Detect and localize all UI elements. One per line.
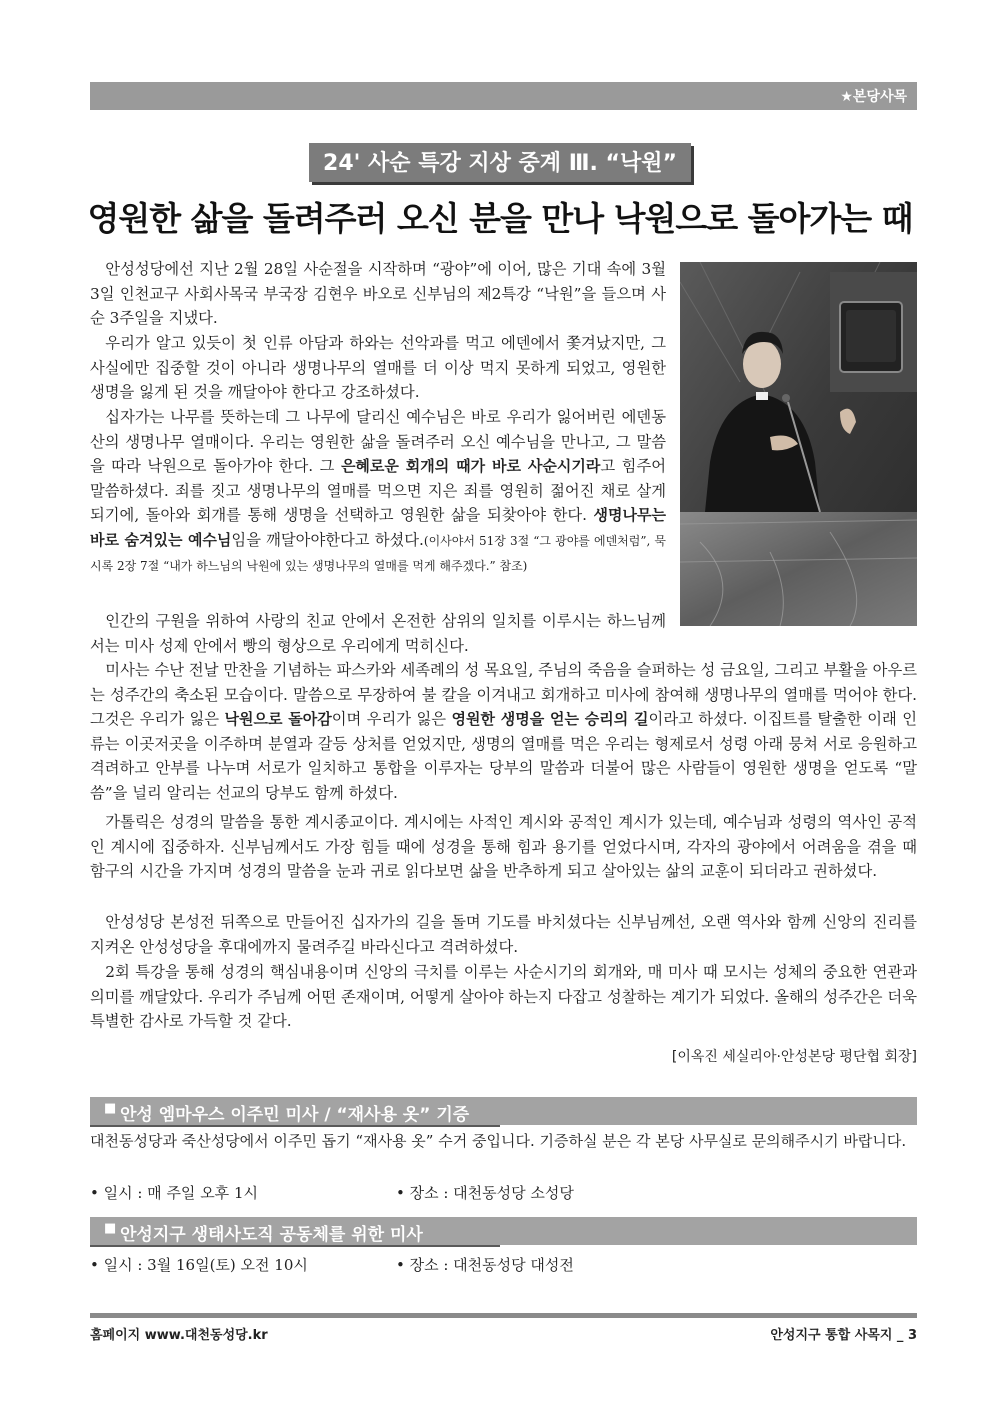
article-kicker: 24' 사순 특강 지상 중계 Ⅲ. “낙원”	[309, 143, 691, 182]
notice-2-where: • 장소 : 대천동성당 대성전	[396, 1256, 574, 1274]
p3-emphasis-2: 생명나무는 바로 숨겨있는 예수님	[90, 506, 666, 549]
article-paragraph-6	[90, 810, 917, 884]
section-label: ★본당사목	[840, 89, 907, 105]
section-header-bar	[90, 82, 917, 110]
p3-text-e: 임을 깨달아야한다고 하셨다.	[231, 530, 424, 549]
p1-text: 안성성당에선 지난 2월 28일 사순절을 시작하며 “광야”에 이어, 많은 기대 속에 3월 3일 인천교구 사회사목국 부국장 김현우 바오로 신부님의 제2특강 “낙원”을 들으며 사순 3주일을 지냈다.	[90, 260, 666, 327]
notice-2-when: • 일시 : 3월 16일(토) 오전 10시	[90, 1256, 308, 1274]
p8-text: 2회 특강을 통해 성경의 핵심내용이며 신앙의 극치를 이루는 사순시기의 회개와, 매 미사 때 모시는 성체의 중요한 연관과 의미를 깨달았다. 우리가 주님께 어떤 존재이며, 어떻게 살아야 하는지 다잡고 성찰하는 계기가 되었다. 올해의 성주간은 더욱 특별한 감사로 가득할 것 같다.	[90, 963, 917, 1030]
p5-emphasis-1: 낙원으로 돌아감	[224, 710, 332, 728]
square-bullet-icon: ■	[104, 1221, 117, 1236]
footer-rule	[90, 1313, 917, 1318]
notice-2-title: 안성지구 생태사도직 공동체를 위한 미사	[120, 1225, 423, 1245]
p3-text-c: 고 힘주어 말씀하셨다. 죄를 짓고 생명나무의 열매를 먹으면 지은 죄를 영원히 젊어진 채로 살게 되기에, 돌아와 회개를 통해 생명을 선택하고 영원한 삶을 되찾아야 한다.	[90, 457, 666, 524]
notice-1-underline	[90, 1125, 500, 1127]
article-paragraph-2	[90, 331, 666, 405]
p2-text: 우리가 알고 있듯이 첫 인류 아담과 하와는 선악과를 먹고 에덴에서 쫓겨났지만, 그 사실에만 집중할 것이 아니라 생명나무의 열매를 더 이상 먹지 못하게 되었고, 영원한 생명을 잃게 된 것을 깨달아야 한다고 강조하셨다.	[90, 334, 666, 401]
p3-text-a: 십자가는 나무를 뜻하는데 그 나무에 달리신 예수님은 바로 우리가 잃어버린 에덴동산의 생명나무 열매이다. 우리는 영원한 삶을 돌려주러 오신 예수님을 만나고, 그 말씀을 따라 낙원으로 돌아가야 한다. 그	[90, 408, 666, 475]
notice-1-where: • 장소 : 대천동성당 소성당	[396, 1184, 574, 1202]
article-headline: 영원한 삶을 돌려주러 오신 분을 만나 낙원으로 돌아가는 때	[87, 199, 913, 238]
notice-1-body: 대천동성당과 죽산성당에서 이주민 돕기 “재사용 옷” 수거 중입니다. 기증하실 분은 각 본당 사무실로 문의해주시기 바랍니다.	[90, 1132, 907, 1150]
notice-1-title: 안성 엠마우스 이주민 미사 / “재사용 옷” 기증	[120, 1105, 470, 1125]
footer-page-number: 안성지구 통합 사목지 _ 3	[770, 1328, 917, 1343]
article-paragraph-4	[90, 609, 666, 658]
p6-text: 가톨릭은 성경의 말씀을 통한 계시종교이다. 계시에는 사적인 계시와 공적인 계시가 있는데, 예수님과 성령의 역사인 공적인 계시에 집중하자. 신부님께서도 가장 힘들 때에 성경을 통해 힘과 용기를 얻었다시며, 각자의 광야에서 어려움을 겪을 때 함구의 시간을 가지며 성경의 말씀을 눈과 귀로 읽다보면 삶을 반추하게 되고 살아있는 삶의 교훈이 되더라고 권하셨다.	[90, 813, 917, 880]
footer-homepage[interactable]: 홈페이지 www.대천동성당.kr	[90, 1328, 268, 1343]
p3-emphasis-1: 은혜로운 회개의 때가 바로 사순시기라	[340, 457, 601, 475]
p5-text-c: 이며 우리가 잃은	[331, 710, 452, 728]
article-paragraph-8	[90, 960, 917, 1034]
notice-1-header	[90, 1097, 917, 1125]
article-paragraph-3	[90, 405, 666, 579]
article-author: [이옥진 세실리아·안성본당 평단협 회장]	[671, 1049, 917, 1065]
p4-text: 인간의 구원을 위하여 사랑의 친교 안에서 온전한 삼위의 일치를 이루시는 하느님께서는 미사 성제 안에서 빵의 형상으로 우리에게 먹히신다.	[90, 612, 666, 655]
kicker-wrap	[0, 143, 1000, 182]
article-paragraph-7	[90, 910, 917, 959]
priest-lecture-photo	[680, 262, 917, 626]
notice-2-header	[90, 1217, 917, 1245]
square-bullet-icon: ■	[104, 1101, 117, 1116]
article-paragraph-1	[90, 257, 666, 331]
notice-1-when: • 일시 : 매 주일 오후 1시	[90, 1184, 258, 1202]
p5-text-e: 이라고 하셨다. 이집트를 탈출한 이래 인류는 이곳저곳을 이주하며 분열과 갈등 상처를 얻었지만, 생명의 열매를 먹은 우리는 형제로서 성령 아래 뭉쳐 서로 응원하고 격려하고 안부를 나누며 서로가 일치하고 통합을 이루자는 당부의 말씀과 더불어 많은 사람들이 영원한 생명을 얻도록 “말씀”을 널리 알리는 선교의 당부도 함께 하셨다.	[90, 710, 917, 802]
photo-illustration	[680, 262, 917, 626]
p5-emphasis-2: 영원한 생명을 얻는 승리의 길	[451, 710, 649, 728]
notice-2-underline	[90, 1245, 500, 1247]
p7-text: 안성성당 본성전 뒤쪽으로 만들어진 십자가의 길을 돌며 기도를 바치셨다는 신부님께선, 오랜 역사와 함께 신앙의 진리를 지켜온 안성성당을 후대에까지 물려주길 바라신다고 격려하셨다.	[90, 913, 917, 956]
p3-reference: (이사야서 51장 3절 “그 광야를 에덴처럼”, 묵시록 2장 7절 “내가 하느님의 낙원에 있는 생명나무의 열매를 먹게 해주겠다.” 참조)	[90, 533, 666, 573]
p5-text-a: 미사는 수난 전날 만찬을 기념하는 파스카와 세족례의 성 목요일, 주님의 죽음을 슬퍼하는 성 금요일, 그리고 부활을 아우르는 성주간의 축소된 모습이다. 말씀으로 무장하여 불 칼을 이겨내고 회개하고 미사에 참여해 생명나무의 열매를 먹어야 한다. 그것은 우리가 잃은	[90, 661, 917, 728]
article-paragraph-5	[90, 658, 917, 805]
